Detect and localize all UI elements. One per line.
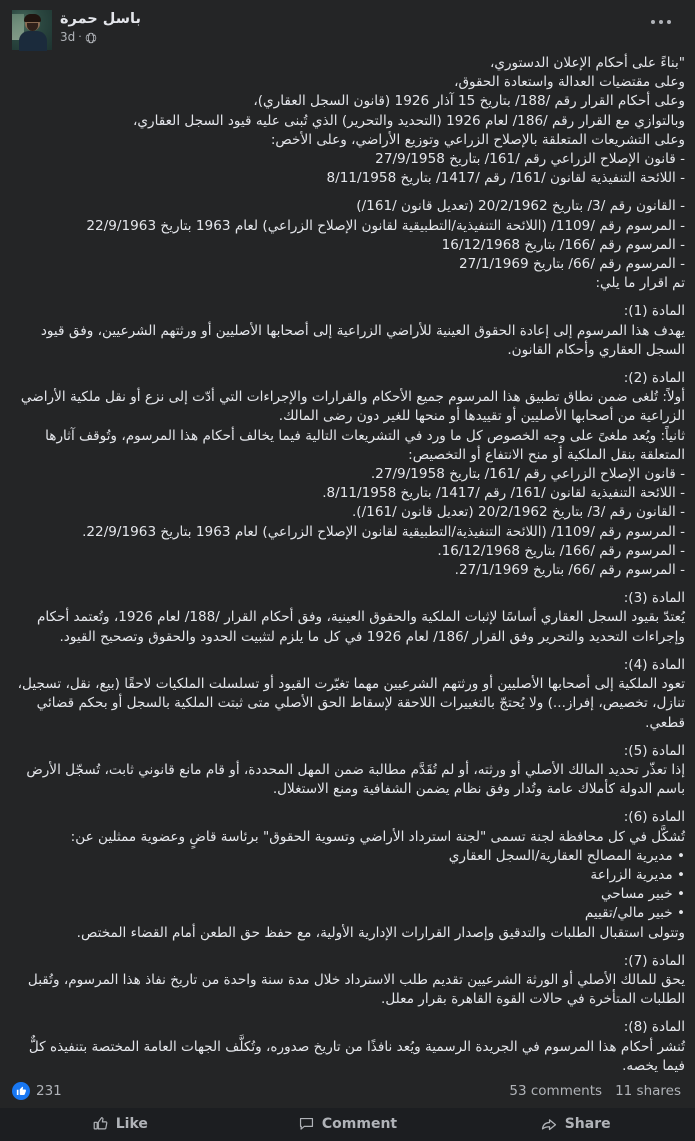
article-heading: المادة (5): — [623, 742, 685, 759]
comment-count[interactable]: 53 comments — [509, 1082, 603, 1099]
paragraph-spacer — [10, 360, 685, 369]
article-heading: المادة (8): — [623, 1019, 685, 1036]
paragraph-spacer — [10, 293, 685, 302]
share-button-label: Share — [564, 1115, 611, 1132]
share-button[interactable] — [461, 1107, 689, 1141]
legislation-list-item: - قانون الإصلاح الزراعي رقم /161/ بتاريخ 27/9/1958. — [370, 466, 685, 483]
reaction-summary[interactable] — [12, 1082, 62, 1100]
legislation-list-item: - قانون الإصلاح الزراعي رقم /161/ بتاريخ 27/9/1958 — [375, 151, 685, 168]
comment-button-label: Comment — [321, 1115, 398, 1132]
post-paragraph: ثانياً: ويُعد ملغىً على وجه الخصوص كل ما ورد في التشريعات التالية فيما يخالف أحكام هذا المرسوم، وتُوقف آثارها المتعلقة بنقل الملكية أو منح الانتفاع أو التخصيص: — [45, 427, 685, 463]
committee-member-item: • مديرية الزراعة — [590, 866, 685, 883]
post-paragraph: يهدف هذا المرسوم إلى إعادة الحقوق العينية للأراضي الزراعية إلى أصحابها الأصليين أو ورثتهم الشرعيين، وفق قيود السجل العقاري وأحكام القانون. — [40, 322, 685, 358]
legislation-list-item: - القانون رقم /3/ بتاريخ 20/2/1962 (تعديل قانون /161/) — [356, 198, 685, 215]
legislation-list-item: - المرسوم رقم /66/ بتاريخ 27/1/1969. — [454, 562, 685, 579]
engagement-summary — [0, 1076, 695, 1107]
reaction-count: 231 — [36, 1082, 62, 1099]
article-heading: المادة (2): — [623, 370, 685, 387]
post-paragraph: أولاً: تُلغى ضمن نطاق تطبيق هذا المرسوم جميع الأحكام والقرارات والإجراءات التي أدّت إلى نزع أو نقل ملكية الأراضي الزراعية من أصحابها الأصليين أو تقييدها أو منحها للغير دون رضى المالك. — [20, 389, 685, 425]
article-heading: المادة (1): — [623, 303, 685, 320]
legislation-list-item: - القانون رقم /3/ بتاريخ 20/2/1962 (تعديل قانون /161/). — [351, 504, 685, 521]
legislation-list-item: - المرسوم رقم /1109/ (اللائحة التنفيذية/التطبيقية لقانون الإصلاح الزراعي) لعام 1963 بتاريخ 22/9/1963. — [82, 523, 685, 540]
legislation-list-item: - المرسوم رقم /166/ بتاريخ 16/12/1968 — [441, 236, 685, 253]
share-arrow-icon — [540, 1115, 558, 1133]
avatar[interactable] — [12, 10, 52, 50]
author-name[interactable]: باسل حمرة — [60, 11, 141, 27]
legislation-list-item: - المرسوم رقم /66/ بتاريخ 27/1/1969 — [458, 256, 685, 273]
comment-bubble-icon — [298, 1115, 315, 1132]
avatar-torso — [19, 31, 47, 51]
post-paragraph: يُعتدّ بقيود السجل العقاري أساسًا لإثبات الملكية والحقوق العينية، وفق أحكام القرار /188/ لعام 1926، وتُعتمد أحكام وإجراءات التحديد والتحرير وفق القرار /186/ لعام 1926 في كل ما يلزم لتثبيت الحدود والحقوق وتصحيح القيود. — [36, 609, 685, 645]
globe-icon[interactable] — [85, 32, 97, 44]
ellipsis-dot — [659, 20, 663, 24]
post-paragraph: "بناءً على أحكام الإعلان الدستوري، — [489, 55, 685, 71]
post-paragraph: تُنشر أحكام هذا المرسوم في الجريدة الرسمية ويُعد نافذًا من تاريخ صدوره، وتُكلَّف الجهات العامة المختصة بتنفيذه كلٌّ فيما يخصه. — [28, 1038, 685, 1074]
paragraph-spacer — [10, 647, 685, 656]
committee-member-item: • مديرية المصالح العقارية/السجل العقاري — [448, 847, 685, 864]
post-header — [0, 0, 695, 52]
comment-button[interactable] — [234, 1107, 462, 1141]
post-paragraph: وعلى مقتضيات العدالة واستعادة الحقوق، — [454, 74, 685, 91]
post-paragraph: تعود الملكية إلى أصحابها الأصليين أو ورثتهم الشرعيين مهما تغيّرت القيود أو تسلسلت الملكيات لاحقًا (بيع، نقل، تسجيل، تنازل، تخصيص، إفراز...) ولا يُحتجّ بالتغييرات اللاحقة لإسقاط الحق الأصلي متى ثبتت الملكية بالسجل أو بحكم قضائي قطعي. — [17, 676, 685, 731]
post-action-bar — [0, 1107, 695, 1141]
ellipsis-icon[interactable] — [645, 14, 677, 30]
post-paragraph: وعلى أحكام القرار رقم /188/ بتاريخ 15 آذار 1926 (قانون السجل العقاري)، — [253, 93, 685, 110]
legislation-list-item: - اللائحة التنفيذية لقانون /161/ رقم /1417/ بتاريخ 8/11/1958 — [326, 170, 685, 187]
like-button-label: Like — [115, 1115, 148, 1132]
paragraph-spacer — [10, 188, 685, 197]
post-paragraph: إذا تعذّر تحديد المالك الأصلي أو ورثته، أو لم تُقَدَّم مطالبة ضمن المهل المحددة، أو قام مانع قانوني ثابت، تُسجّل الأرض باسم الدولة كأملاك عامة وتُدار وفق نظام يضمن الشفافية ومنع الاستغلال. — [26, 761, 685, 798]
meta-separator: · — [78, 30, 82, 43]
thumbs-up-outline-icon — [92, 1115, 109, 1132]
avatar-hair — [24, 14, 41, 22]
ellipsis-dot — [651, 20, 655, 24]
post-paragraph: وبالتوازي مع القرار رقم /186/ لعام 1926 (التحديد والتحرير) الذي تُبنى عليه قيود السجل العقاري، — [133, 112, 685, 129]
post-author-meta — [60, 10, 141, 45]
paragraph-spacer — [10, 733, 685, 742]
post-paragraph: وتتولى استقبال الطلبات والتدقيق وإصدار القرارات الإدارية الأولية، مع حفظ حق الطعن أمام القضاء المختص. — [76, 924, 685, 941]
post-paragraph: وعلى التشريعات المتعلقة بالإصلاح الزراعي وتوزيع الأراضي، وعلى الأخص: — [270, 131, 685, 148]
committee-member-item: • خبير مالي/تقييم — [584, 905, 685, 922]
article-heading: المادة (4): — [623, 656, 685, 673]
legislation-list-item: - المرسوم رقم /166/ بتاريخ 16/12/1968. — [437, 542, 685, 559]
like-button[interactable] — [6, 1107, 234, 1141]
post-paragraph: تم اقرار ما يلي: — [595, 275, 685, 292]
post-paragraph: تُشكَّل في كل محافظة لجنة تسمى "لجنة استرداد الأراضي وتسوية الحقوق" برئاسة قاضٍ وعضوية ممثلين عن: — [70, 828, 685, 845]
thumbs-up-icon — [12, 1082, 30, 1100]
post-timestamp[interactable]: 3d — [60, 30, 76, 44]
paragraph-spacer — [10, 580, 685, 589]
post-paragraph: يحق للمالك الأصلي أو الورثة الشرعيين تقديم طلب الاسترداد خلال مدة سنة واحدة من تاريخ نفاذ هذا المرسوم، وتُقبل الطلبات المتأخرة في حالات القوة القاهرة بقرار معلل. — [27, 971, 685, 1008]
ellipsis-dot — [667, 20, 671, 24]
article-heading: المادة (7): — [623, 952, 685, 969]
post-meta-row — [60, 29, 141, 45]
paragraph-spacer — [10, 943, 685, 952]
legislation-list-item: - المرسوم رقم /1109/ (اللائحة التنفيذية/التطبيقية لقانون الإصلاح الزراعي) لعام 1963 بتاريخ 22/9/1963 — [86, 217, 685, 234]
article-heading: المادة (6): — [623, 809, 685, 826]
post-text-content — [0, 52, 695, 1076]
paragraph-spacer — [10, 1009, 685, 1018]
article-heading: المادة (3): — [623, 590, 685, 607]
committee-member-item: • خبير مساحي — [600, 886, 685, 903]
share-count[interactable]: 11 shares — [615, 1082, 681, 1099]
legislation-list-item: - اللائحة التنفيذية لقانون /161/ رقم /1417/ بتاريخ 8/11/1958. — [322, 485, 685, 502]
counts-right-group — [509, 1083, 681, 1099]
paragraph-spacer — [10, 799, 685, 808]
